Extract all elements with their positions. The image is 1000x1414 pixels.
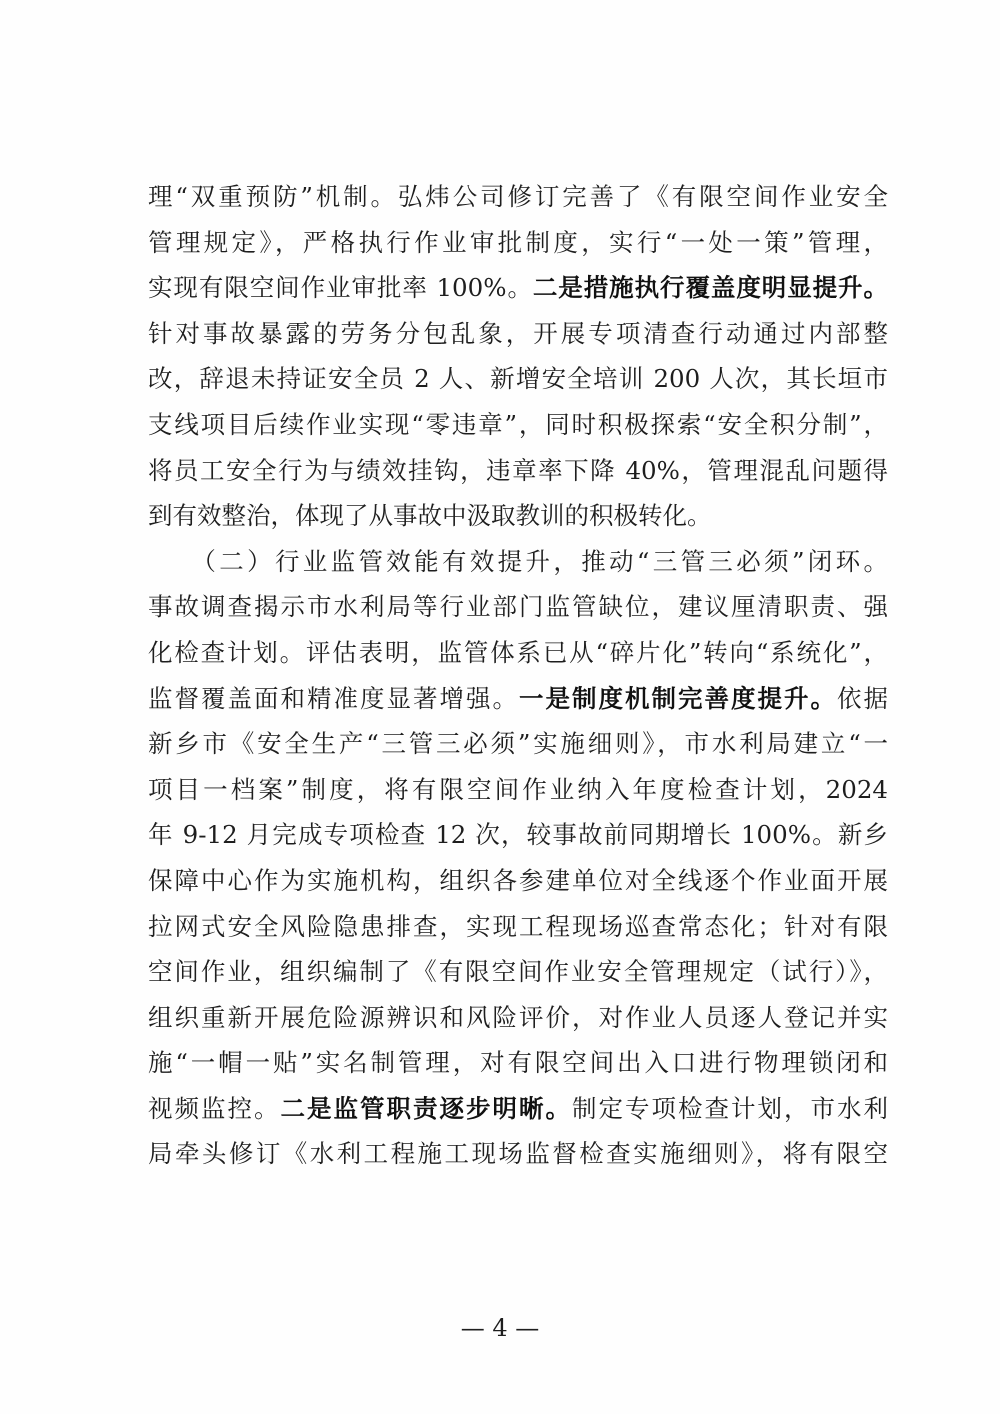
- line-text: 局牵头修订《水利工程施工现场监督检查实施细则》，将有限空: [148, 1139, 888, 1169]
- text-line: [148, 1086, 888, 1132]
- line-text: 针对事故暴露的劳务分包乱象，开展专项清查行动通过内部整: [148, 318, 888, 348]
- line-text: 拉网式安全风险隐患排查，实现工程现场巡查常态化；针对有限: [148, 911, 888, 941]
- line-text: 改，辞退未持证安全员 2 人、新增安全培训 200 人次，其长垣市: [148, 364, 888, 394]
- line-text: 空间作业，组织编制了《有限空间作业安全管理规定（试行）》，: [148, 957, 888, 987]
- line-text: 保障中心作为实施机构，组织各参建单位对全线逐个作业面开展: [148, 865, 888, 895]
- text-line: [148, 1040, 888, 1086]
- line-text: 项目一档案”制度，将有限空间作业纳入年度检查计划，2024: [148, 774, 888, 804]
- line-text: 监督覆盖面和精准度显著增强。: [148, 683, 519, 713]
- text-line: [148, 630, 888, 676]
- line-text: 施“一帽一贴”实名制管理，对有限空间出入口进行物理锁闭和: [148, 1048, 888, 1078]
- line-text: 依据: [837, 683, 888, 713]
- line-text: 年 9-12 月完成专项检查 12 次，较事故前同期增长 100%。新乡: [148, 820, 888, 850]
- text-line: [148, 721, 888, 767]
- body-text: [148, 174, 888, 1177]
- text-line: [148, 584, 888, 630]
- text-line: [148, 676, 888, 722]
- text-line: [148, 448, 888, 494]
- line-text: 将员工安全行为与绩效挂钩，违章率下降 40%，管理混乱问题得: [148, 455, 888, 485]
- line-text: （二）行业监管效能有效提升，推动“三管三必须”闭环。: [148, 546, 888, 576]
- text-line: [148, 812, 888, 858]
- line-text: 理“双重预防”机制。弘炜公司修订完善了《有限空间作业安全: [148, 182, 888, 211]
- text-line: [148, 356, 888, 402]
- line-text: 管理规定》，严格执行作业审批制度，实行“一处一策”管理，: [148, 227, 888, 257]
- text-line: [148, 174, 888, 220]
- text-line: [148, 904, 888, 950]
- text-line: [148, 858, 888, 904]
- line-text: 到有效整治，体现了从事故中汲取教训的积极转化。: [148, 501, 712, 531]
- line-text: 组织重新开展危险源辨识和风险评价，对作业人员逐人登记并实: [148, 1002, 888, 1032]
- line-text: 视频监控。: [148, 1093, 281, 1123]
- text-line: [148, 220, 888, 266]
- text-line: [148, 949, 888, 995]
- line-text: 实现有限空间作业审批率 100%。: [148, 273, 533, 303]
- line-text: 事故调查揭示市水利局等行业部门监管缺位，建议厘清职责、强: [148, 592, 888, 622]
- text-line: [148, 265, 888, 311]
- line-text: 新乡市《安全生产“三管三必须”实施细则》，市水利局建立“一: [148, 729, 888, 759]
- section-heading-line: [148, 539, 888, 585]
- bold-heading-text: 二是监管职责逐步明晰。: [280, 1093, 572, 1123]
- text-line: [148, 493, 888, 539]
- line-text: 化检查计划。评估表明，监管体系已从“碎片化”转向“系统化”，: [148, 637, 888, 667]
- text-line: [148, 995, 888, 1041]
- bold-heading-text: 二是措施执行覆盖度明显提升。: [532, 273, 888, 303]
- line-text: 制定专项检查计划，市水利: [572, 1093, 888, 1123]
- text-line: [148, 402, 888, 448]
- page-number: — 4 —: [460, 1314, 540, 1342]
- text-line: [148, 311, 888, 357]
- text-line: [148, 1131, 888, 1177]
- text-line: [148, 767, 888, 813]
- line-text: 支线项目后续作业实现“零违章”，同时积极探索“安全积分制”，: [148, 409, 888, 439]
- bold-heading-text: 一是制度机制完善度提升。: [519, 683, 837, 713]
